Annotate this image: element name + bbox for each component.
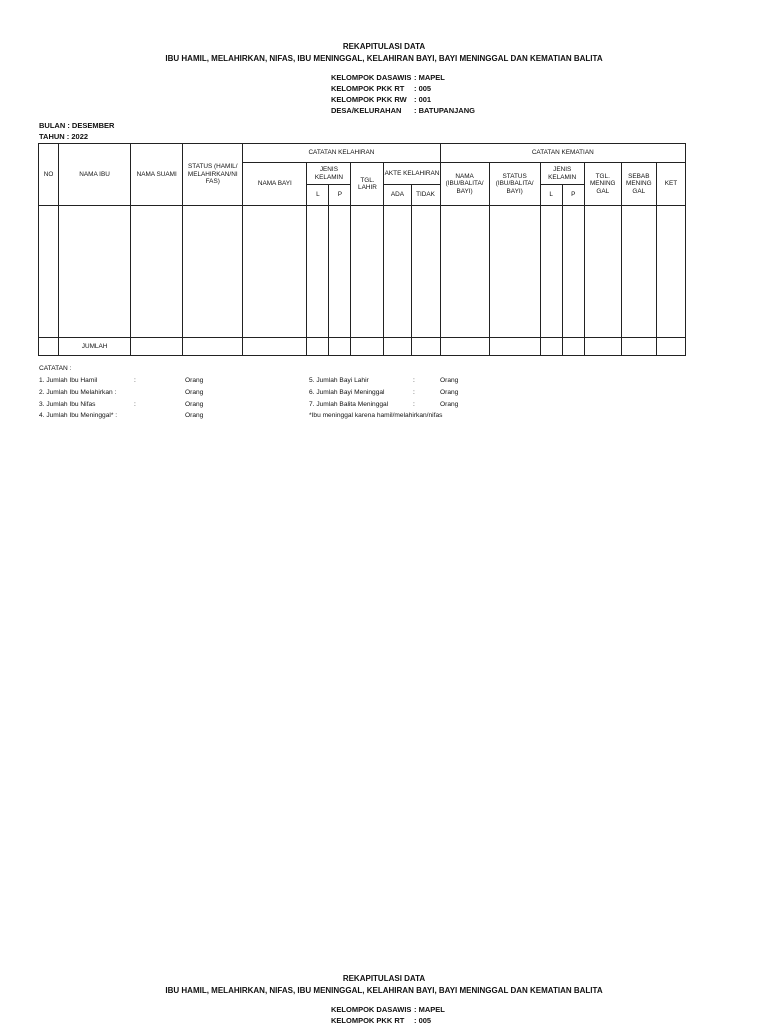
note-label: 3. Jumlah Ibu Nifas — [39, 401, 96, 408]
meta-row-dasawis — [331, 1004, 445, 1015]
header-l: L — [307, 185, 329, 206]
tahun-label: TAHUN : 2022 — [39, 132, 89, 141]
table-cell — [59, 206, 131, 338]
table-cell — [621, 206, 656, 338]
meta-label: KELOMPOK DASAWIS — [331, 1005, 412, 1014]
header-sebab-meninggal: SEBAB MENING GAL — [621, 163, 656, 206]
header-catatan-kematian: CATATAN KEMATIAN — [440, 144, 685, 163]
meta-row-rw — [331, 94, 475, 105]
meta-value: : 005 — [414, 1016, 432, 1025]
note-unit: Orang — [185, 377, 204, 384]
table-cell — [384, 338, 411, 356]
note-unit: Orang — [440, 377, 459, 384]
note-unit: Orang — [185, 412, 204, 419]
header-akte-kelahiran: AKTE KELAHIRAN — [384, 163, 440, 185]
table-cell — [384, 206, 411, 338]
table-cell — [329, 338, 351, 356]
header-catatan-kelahiran: CATATAN KELAHIRAN — [243, 144, 440, 163]
header-nama-suami: NAMA SUAMI — [131, 144, 183, 206]
meta-value: : BATUPANJANG — [414, 106, 475, 115]
page-subtitle: IBU HAMIL, MELAHIRKAN, NIFAS, IBU MENINGGAL, KELAHIRAN BAYI, BAYI MENINGGAL DAN KEMATIAN BALITA — [165, 54, 603, 63]
table-cell — [307, 338, 329, 356]
table-cell — [440, 206, 489, 338]
table-cell — [562, 338, 584, 356]
table-cell — [131, 338, 183, 356]
bulan-label: BULAN : DESEMBER — [39, 121, 115, 130]
meta-block — [331, 72, 475, 116]
note-label: 7. Jumlah Balita Meninggal — [309, 401, 389, 408]
table-cell — [243, 206, 307, 338]
header-ada: ADA — [384, 185, 411, 206]
table-cell — [411, 338, 440, 356]
table-body-row — [39, 206, 686, 338]
table-cell — [584, 338, 621, 356]
header-no: NO — [39, 144, 59, 206]
note-label: 1. Jumlah Ibu Hamil — [39, 377, 98, 384]
meta-row-rt — [331, 83, 475, 94]
footnote: *Ibu meninggal karena hamil/melahirkan/nifas — [309, 412, 443, 419]
table-cell — [243, 338, 307, 356]
table-cell — [329, 206, 351, 338]
note-unit: Orang — [440, 401, 459, 408]
meta-value: : MAPEL — [414, 73, 445, 82]
note-colon: : — [413, 377, 415, 384]
table-cell — [39, 206, 59, 338]
page-title: REKAPITULASI DATA — [342, 42, 426, 51]
meta-row-rt — [331, 1015, 445, 1026]
note-label: 4. Jumlah Ibu Meninggal* : — [39, 412, 118, 419]
header-tidak: TIDAK — [411, 185, 440, 206]
note-colon: : — [413, 389, 415, 396]
table-cell — [183, 206, 243, 338]
table-cell — [307, 206, 329, 338]
meta-row-desa — [331, 105, 475, 116]
table-cell — [489, 338, 540, 356]
page2-meta-block — [331, 1004, 445, 1026]
meta-label: KELOMPOK DASAWIS — [331, 73, 412, 82]
meta-label: DESA/KELURAHAN — [331, 106, 402, 115]
meta-label: KELOMPOK PKK RT — [331, 1016, 405, 1025]
header-tgl-lahir: TGL. LAHIR — [351, 163, 384, 206]
table-cell — [540, 338, 562, 356]
jumlah-label: JUMLAH — [59, 338, 131, 356]
notes-heading: CATATAN : — [39, 365, 72, 372]
note-unit: Orang — [185, 389, 204, 396]
table-cell — [440, 338, 489, 356]
header-ket: KET — [656, 163, 685, 206]
header-nama-kematian: NAMA (IBU/BALITA/ BAYI) — [440, 163, 489, 206]
note-colon: : — [413, 401, 415, 408]
jumlah-row — [39, 338, 686, 356]
header-nama-ibu: NAMA IBU — [59, 144, 131, 206]
table-cell — [489, 206, 540, 338]
meta-row-dasawis — [331, 72, 475, 83]
header-row-1 — [39, 144, 686, 163]
table-cell — [351, 338, 384, 356]
note-label: 2. Jumlah Ibu Melahirkan : — [39, 389, 117, 396]
header-p2: P — [562, 185, 584, 206]
header-l2: L — [540, 185, 562, 206]
header-nama-bayi: NAMA BAYI — [243, 163, 307, 206]
header-status: STATUS (HAMIL/ MELAHIRKAN/NI FAS) — [183, 144, 243, 206]
meta-label: KELOMPOK PKK RW — [331, 95, 407, 104]
table-cell — [621, 338, 656, 356]
table-cell — [351, 206, 384, 338]
table-cell — [131, 206, 183, 338]
meta-value: : MAPEL — [414, 1005, 445, 1014]
note-colon: : — [134, 377, 136, 384]
header-jenis-kelamin-2: JENIS KELAMIN — [540, 163, 584, 185]
page2-subtitle: IBU HAMIL, MELAHIRKAN, NIFAS, IBU MENINGGAL, KELAHIRAN BAYI, BAYI MENINGGAL DAN KEMATIAN BALITA — [165, 986, 603, 995]
note-label: 6. Jumlah Bayi Meninggal — [309, 389, 385, 396]
rekap-table — [38, 143, 686, 356]
table-cell — [562, 206, 584, 338]
table-cell — [540, 206, 562, 338]
header-p: P — [329, 185, 351, 206]
note-unit: Orang — [440, 389, 459, 396]
note-label: 5. Jumlah Bayi Lahir — [309, 377, 369, 384]
header-jenis-kelamin: JENIS KELAMIN — [307, 163, 351, 185]
table-cell — [39, 338, 59, 356]
header-tgl-meninggal: TGL. MENING GAL — [584, 163, 621, 206]
note-unit: Orang — [185, 401, 204, 408]
table-cell — [183, 338, 243, 356]
meta-value: : 001 — [414, 95, 432, 104]
table-cell — [411, 206, 440, 338]
header-status-kematian: STATUS (IBU/BALITA/ BAYI) — [489, 163, 540, 206]
note-colon: : — [134, 401, 136, 408]
table-cell — [656, 338, 685, 356]
page2-title: REKAPITULASI DATA — [342, 974, 426, 983]
meta-label: KELOMPOK PKK RT — [331, 84, 405, 93]
meta-value: : 005 — [414, 84, 432, 93]
table-cell — [656, 206, 685, 338]
table-cell — [584, 206, 621, 338]
